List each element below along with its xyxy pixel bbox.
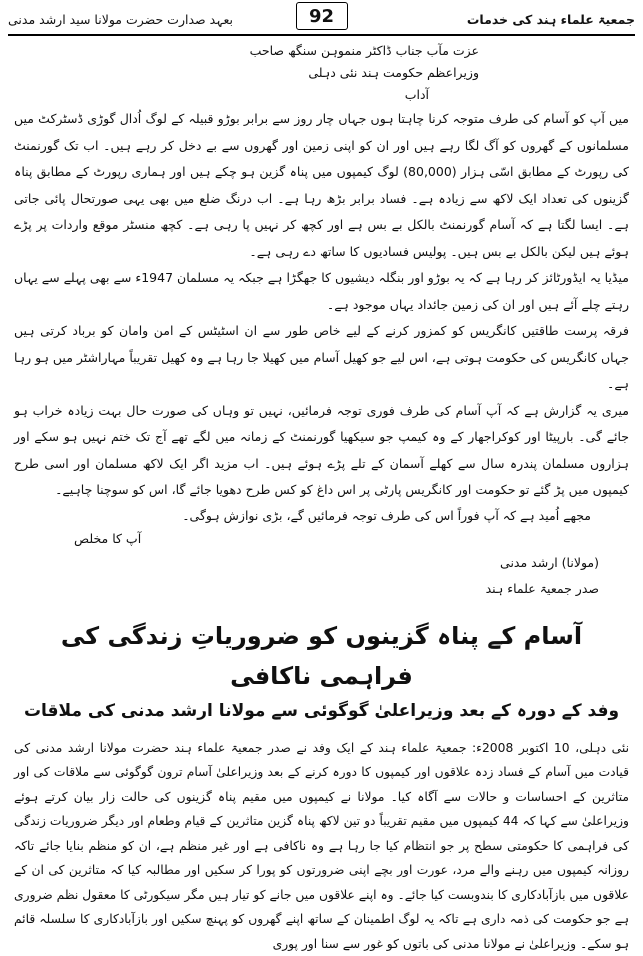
article-subheadline: وفد کے دورہ کے بعد وزیراعلیٰ گوگوئی سے مولانا ارشد مدنی کی ملاقات	[14, 696, 629, 726]
page-number: 92	[296, 2, 348, 30]
header-subtitle: بعہد صدارت حضرت مولانا سید ارشد مدنی	[8, 12, 233, 27]
article-body	[14, 736, 629, 956]
letter-address-line: وزیراعظم حکومت ہند نئی دہلی	[14, 62, 629, 84]
letter-address-line: عزت مآب جناب ڈاکٹر منموہن سنگھ صاحب	[14, 40, 629, 62]
letter-closing-row	[14, 504, 629, 528]
article-paragraph: نئی دہلی، 10 اکتوبر 2008ء: جمعیۃ علماء ہند کے ایک وفد نے صدر جمعیۃ علماء ہند حضرت مولانا ارشد مدنی کی قیادت میں آسام کے فساد زدہ علاقوں اور کیمپوں کا دورہ کرنے کے بعد وزیراعلیٰ آسام ترون گوگوئی سے ملاقات کی اور متاثرین کے احساسات و حالات سے آگاہ کیا۔ مولانا نے کیمپوں میں مقیم پناہ گزینوں کی حالت زار بیان کرتے ہوئے وزیراعلیٰ سے کہا کہ 44 کیمپوں میں مقیم تقریباً دو تین لاکھ پناہ گزین متاثرین کے قیام وطعام اور دیگر ضروریات زندگی کی فراہمی کا حکومتی سطح پر جو انتظام کیا جا رہا ہے وہ ناکافی ہے اور غیر منظم ہے، ان کو منظم بنایا جائے تاکہ روزانہ کیمپوں میں رہنے والے مرد، عورت اور بچے اپنی ضرورتوں کو پورا کر سکیں اور مطالبہ کیا کہ متاثرین کی ان کے علاقوں میں بازآبادکاری کا بندوبست کیا جائے۔ وہ اپنے علاقوں میں جانے کو تیار ہیں مگر سیکورٹی کا معقول نظم ضروری ہے جو حکومت کی ذمہ داری ہے تاکہ یہ لوگ اطمینان کے ساتھ اپنے گھروں کو پہنچ سکیں اور بازآبادکاری کا سلسلہ قائم ہو سکے۔ وزیراعلیٰ نے مولانا مدنی کی باتوں کو غور سے سنا اور پوری	[14, 736, 629, 956]
article-headline: آسام کے پناہ گزینوں کو ضروریاتِ زندگی کی فراہمی ناکافی	[14, 616, 629, 696]
signature-title: صدر جمعیۃ علماء ہند	[14, 576, 629, 602]
letter-paragraph: میں آپ کو آسام کی طرف متوجہ کرنا چاہتا ہوں جہاں چار روز سے برابر بوڑو قبیلہ کے لوگ اُدال گوڑی ڈسٹرکٹ میں مسلمانوں کے گھروں کو آگ لگا رہے ہیں اور ان کو اپنی زمین اور گھروں سے بے دخل کر رہے ہیں۔ اب تک گورنمنٹ کی رپورٹ کے مطابق اسّی ہزار (80,000) لوگ کیمپوں میں پناہ گزین ہو چکے ہیں اور ہماری رپورٹ کے مطابق پناہ گزینوں کی تعداد ایک لاکھ سے زیادہ ہے۔ فساد برابر بڑھ رہا ہے۔ اب درنگ ضلع میں بھی یہی صورتحال پائی جاتی ہے۔ ایسا لگتا ہے کہ آسام گورنمنٹ بالکل بے بس ہے اور کچھ کر نہیں پا رہی ہے۔ کچھ منسٹر موقع واردات پر پڑے ہوئے ہیں لیکن بالکل بے بس ہیں۔ پولیس فسادیوں کا ساتھ دے رہی ہے۔	[14, 106, 629, 265]
letter-paragraph: مجھے اُمید ہے کہ آپ فوراً اس کی طرف توجہ فرمائیں گے، بڑی نوازش ہوگی۔	[182, 504, 591, 528]
signature-name: (مولانا) ارشد مدنی	[14, 550, 629, 576]
letter-salutation: آداب	[14, 84, 629, 106]
letter	[14, 40, 629, 602]
page-body	[14, 40, 629, 956]
letter-closing: آپ کا مخلص	[14, 528, 629, 550]
letter-paragraph: میڈیا یہ ایڈورٹائز کر رہا ہے کہ یہ بوڑو اور بنگلہ دیشیوں کا جھگڑا ہے جبکہ یہ مسلمان 1947ء سے بھی پہلے سے یہاں رہتے چلے آئے ہیں اور ان کی زمین جائداد یہاں موجود ہے۔	[14, 265, 629, 318]
header-title: جمعیۃ علماء ہند کی خدمات	[467, 12, 635, 27]
letter-paragraph: فرقہ پرست طاقتیں کانگریس کو کمزور کرنے کے لیے خاص طور سے ان اسٹیٹس کے امن وامان کو برباد کرتی ہیں جہاں کانگریس کی حکومت ہوتی ہے، اس لیے جو کھیل آسام میں کھیلا جا رہا ہے وہ کھیل تقریباً مہاراشٹر میں ہو رہا ہے۔	[14, 318, 629, 398]
letter-paragraph: میری یہ گزارش ہے کہ آپ آسام کی طرف فوری توجہ فرمائیں، نہیں تو وہاں کی صورت حال بہت زیادہ خراب ہو جائے گی۔ بارپیٹا اور کوکراجھار کے وہ کیمپ جو سیکھیا گورنمنٹ کے زمانہ میں لگے تھے آج تک ختم نہیں ہو سکے اور ہزاروں مسلمان پندرہ سال سے کھلے آسمان کے تلے پڑے ہوئے ہیں۔ اب مزید اگر ایک لاکھ مسلمان اور اسی طرح کیمپوں میں پڑ گئے تو حکومت اور کانگریس پارٹی پر اس داغ کو کس طرح دھویا جائے گا، اس کو سوچنا چاہیے۔	[14, 398, 629, 504]
